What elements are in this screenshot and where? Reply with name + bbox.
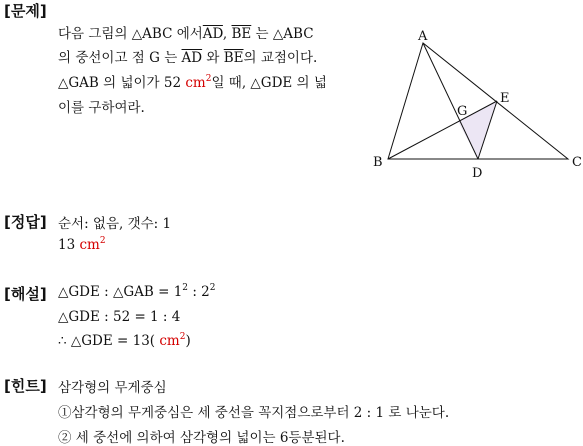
unit-cm: cm [79, 237, 100, 253]
triangle-figure [368, 26, 583, 191]
segment-ad: $\overline{AD}$ [181, 50, 203, 66]
exponent: 2 [182, 283, 189, 293]
unit-exponent: 2 [179, 332, 186, 342]
solution-text: ) [185, 333, 191, 349]
problem-text: 의 중선이고 점 G 는 [58, 50, 182, 66]
problem-text: 의 교점이다. [243, 50, 318, 66]
problem-text: 일 때, △GDE 의 넓 [211, 75, 327, 91]
median-ad [423, 43, 478, 159]
problem-tag: [문제] [4, 2, 47, 20]
exponent: 2 [209, 283, 216, 293]
hint-tag: [힌트] [4, 377, 47, 395]
solution-text: : 2 [188, 284, 210, 300]
hint-line-2: ①삼각형의 무게중심은 세 중선을 꼭지점으로부터 2 : 1 로 나눈다. [58, 405, 450, 421]
label-a: A [418, 29, 428, 44]
solution-line-1 [58, 284, 216, 300]
label-c: C [572, 155, 582, 170]
answer-value-line [58, 237, 106, 253]
answer-line-1: 순서: 없음, 갯수: 1 [58, 216, 172, 232]
solution-tag: [해설] [4, 285, 47, 303]
label-b: B [373, 155, 383, 170]
solution-line-2: △GDE : 52 = 1 : 4 [58, 309, 181, 325]
segment-ad: $\overline{AD}$ [202, 26, 223, 42]
unit-cm: cm [159, 333, 180, 349]
label-e: E [500, 91, 510, 106]
problem-line-3 [58, 71, 327, 91]
unit-cm: cm [185, 75, 206, 91]
label-d: D [472, 166, 483, 181]
problem-line-2 [58, 46, 317, 66]
segment-be: $\overline{BE}$ [231, 26, 252, 42]
problem-text: △GAB 의 넓이가 52 [58, 75, 186, 91]
problem-text: 와 [202, 50, 224, 66]
separator: , [222, 26, 232, 42]
solution-line-3 [58, 333, 191, 349]
unit-exponent: 2 [99, 236, 106, 246]
solution-text: △GDE : △GAB = 1 [58, 284, 183, 300]
problem-line-1 [58, 22, 314, 42]
solution-text: ∴ △GDE = 13( [58, 333, 160, 349]
problem-text: 는 △ABC [251, 26, 314, 42]
answer-value: 13 [58, 237, 80, 253]
problem-line-4: 이를 구하여라. [58, 100, 145, 116]
segment-be: $\overline{BE}$ [223, 50, 244, 66]
hint-line-3: ② 세 중선에 의하여 삼각형의 넓이는 6등분된다. [58, 430, 345, 446]
unit-exponent: 2 [205, 74, 212, 84]
answer-tag: [정답] [4, 213, 47, 231]
problem-text: 다음 그림의 △ABC 에서 [58, 26, 203, 42]
label-g: G [457, 104, 468, 119]
hint-line-1: 삼각형의 무게중심 [58, 380, 167, 396]
